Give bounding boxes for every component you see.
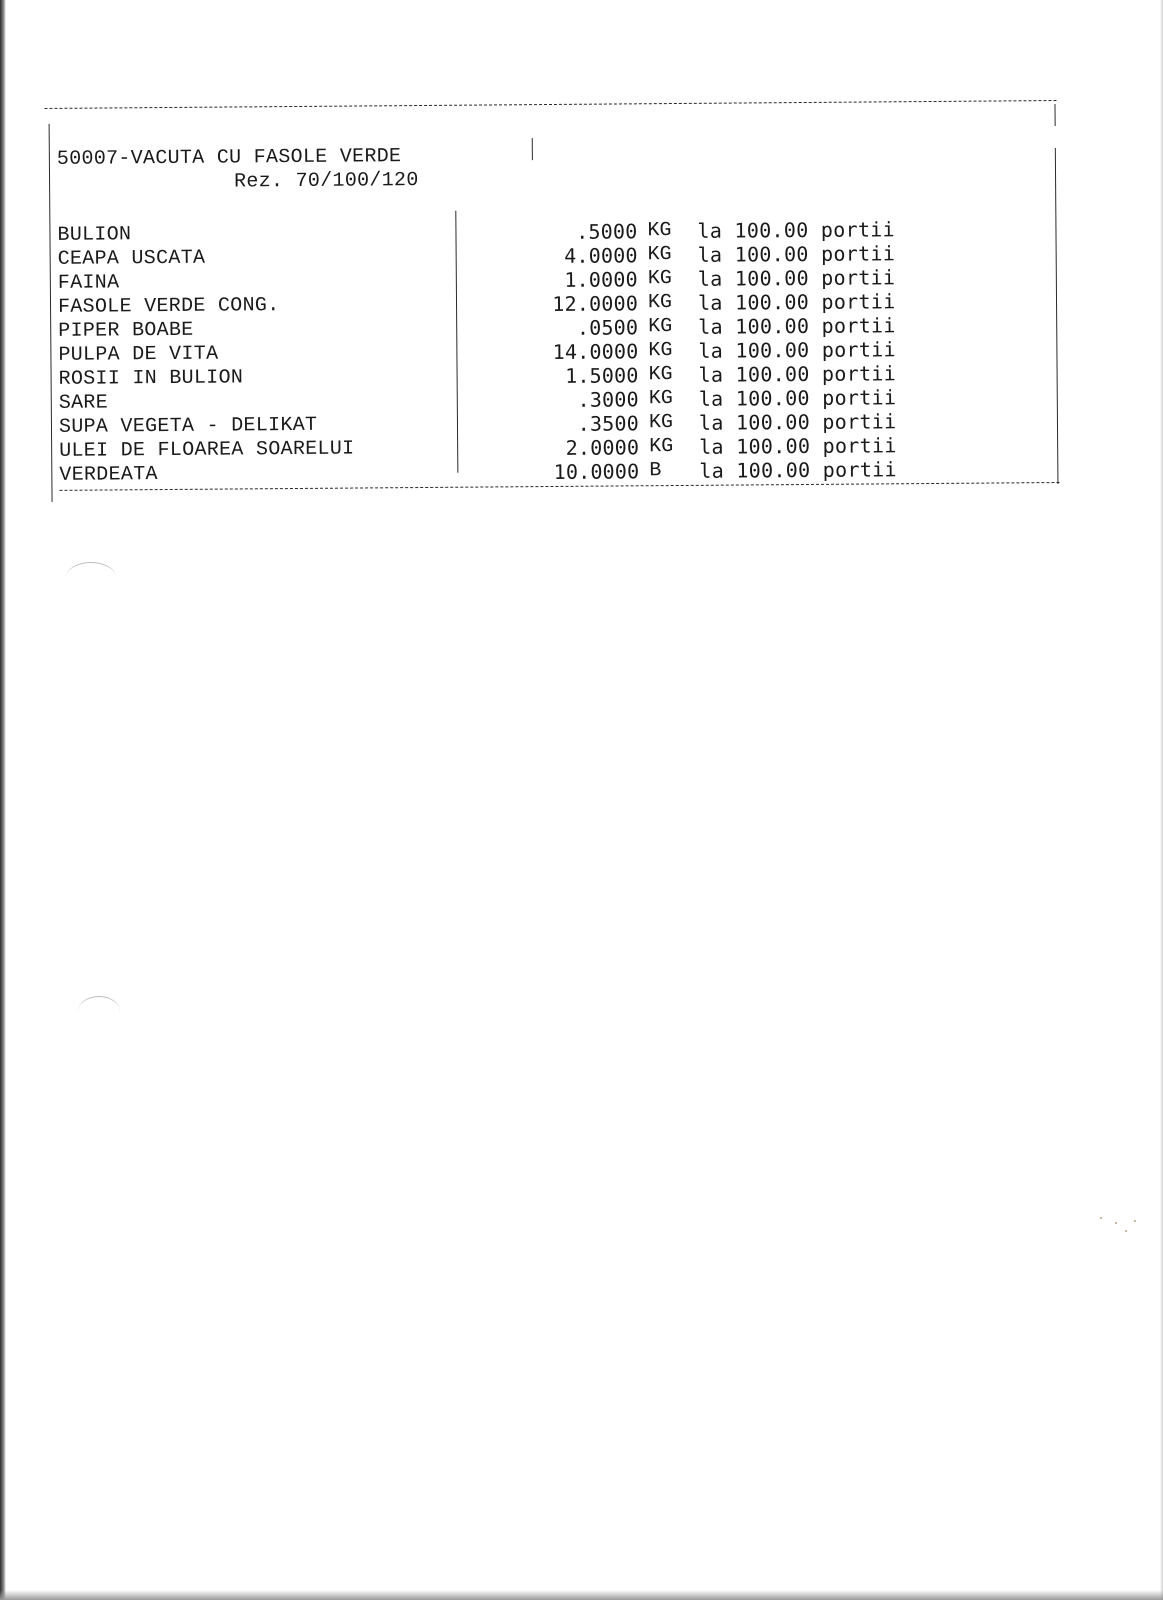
portion-basis: la 100.00 portii <box>698 313 896 339</box>
ingredient-name: BULION <box>57 223 132 247</box>
paper-speck <box>1134 1220 1136 1222</box>
quantity-value: .3000 <box>577 387 639 412</box>
quantity-row <box>541 385 897 412</box>
quantity-row <box>540 241 896 268</box>
quantity-value: 1.0000 <box>564 267 638 292</box>
ingredient-name: SUPA VEGETA - DELIKAT <box>58 413 318 439</box>
ingredient-name: PIPER BOABE <box>58 318 194 343</box>
quantity-value: 2.0000 <box>565 435 640 460</box>
quantity-unit: KG <box>648 339 673 363</box>
quantity-value: 10.0000 <box>553 459 640 484</box>
ingredient-name: SARE <box>58 391 109 415</box>
quantity-unit: KG <box>648 387 673 411</box>
recipe-title: 50007-VACUTA CU FASOLE VERDE <box>56 145 402 171</box>
ingredient-name: FASOLE VERDE CONG. <box>57 294 280 319</box>
quantity-row <box>540 265 896 292</box>
right-border <box>1055 148 1059 484</box>
portion-basis: la 100.00 portii <box>698 337 896 363</box>
quantity-unit: KG <box>647 243 672 267</box>
quantity-unit: B <box>649 459 662 483</box>
portion-basis: la 100.00 portii <box>697 265 896 291</box>
quantity-value: 14.0000 <box>552 339 639 364</box>
header-divider <box>532 138 533 160</box>
right-border-top <box>1054 104 1055 126</box>
quantity-row <box>541 361 897 388</box>
quantity-value: .5000 <box>576 219 638 244</box>
portion-basis: la 100.00 portii <box>699 433 897 459</box>
portion-basis: la 100.00 portii <box>697 241 896 267</box>
ingredient-name: VERDEATA <box>59 463 158 487</box>
quantity-list <box>539 217 897 484</box>
quantity-value: 1.5000 <box>565 363 639 388</box>
quantity-row <box>541 457 897 484</box>
quantity-value: 12.0000 <box>552 291 639 316</box>
portion-basis: la 100.00 portii <box>699 457 897 483</box>
quantity-unit: KG <box>649 435 674 459</box>
punch-hole-mark <box>78 996 120 1027</box>
quantity-value: .3500 <box>577 411 640 436</box>
left-border <box>49 124 53 502</box>
quantity-row <box>541 433 897 460</box>
quantity-unit: KG <box>647 291 673 315</box>
column-divider <box>455 211 458 473</box>
portion-basis: la 100.00 portii <box>697 217 896 243</box>
ingredient-name: PULPA DE VITA <box>58 342 219 367</box>
quantity-unit: KG <box>648 411 674 435</box>
portion-basis: la 100.00 portii <box>698 385 897 411</box>
paper-speck <box>1125 1230 1127 1232</box>
recipe-subtitle: Rez. 70/100/120 <box>233 169 419 194</box>
quantity-unit: KG <box>648 315 673 339</box>
paper-speck <box>1115 1222 1117 1224</box>
quantity-row <box>540 313 896 340</box>
portion-basis: la 100.00 portii <box>697 289 896 315</box>
paper-speck <box>1100 1217 1102 1219</box>
quantity-row <box>539 217 895 244</box>
ingredient-name: ULEI DE FLOAREA SOARELUI <box>59 437 355 463</box>
ingredient-list <box>57 222 354 488</box>
quantity-value: 4.0000 <box>564 243 638 268</box>
portion-basis: la 100.00 portii <box>698 361 897 387</box>
ingredient-name: CEAPA USCATA <box>57 246 206 271</box>
quantity-unit: KG <box>648 363 673 387</box>
quantity-value: .0500 <box>576 315 639 340</box>
quantity-row <box>540 289 896 316</box>
ingredient-name: ROSII IN BULION <box>58 366 244 391</box>
ingredient-name: FAINA <box>57 271 120 295</box>
top-dashed-border <box>44 100 1056 109</box>
portion-basis: la 100.00 portii <box>698 409 897 435</box>
quantity-unit: KG <box>647 267 672 291</box>
quantity-unit: KG <box>647 219 672 243</box>
punch-hole-mark <box>66 562 116 593</box>
quantity-row <box>540 337 896 364</box>
quantity-row <box>541 409 897 436</box>
